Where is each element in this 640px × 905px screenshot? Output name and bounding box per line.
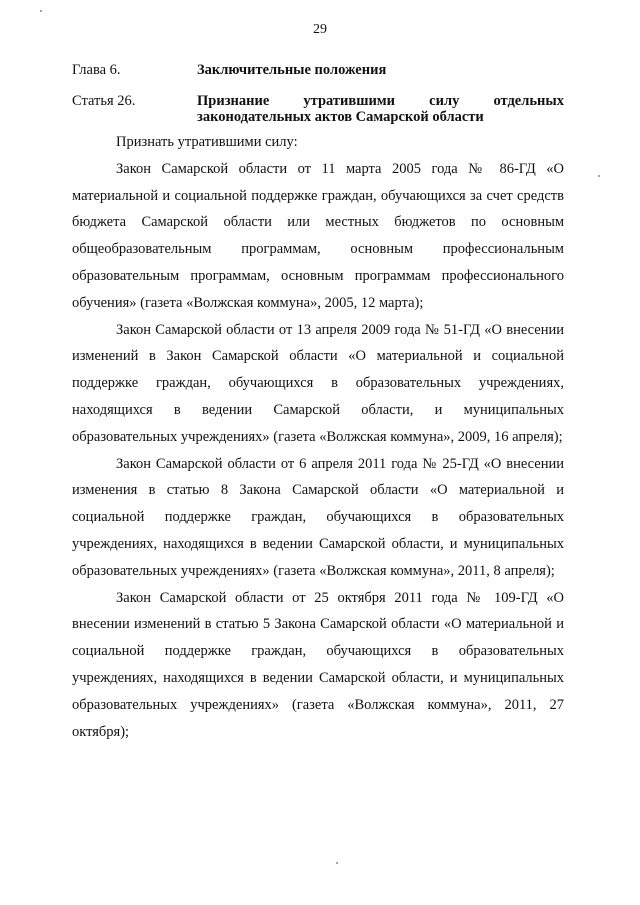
repealed-law-paragraph: Закон Самарской области от 13 апреля 2009 года № 51-ГД «О внесении изменений в Закон Самарской области «О материальной и социальной поддержке граждан, обучающихся в образовательных учреждениях, находящихся в ведении Самарской области, и муниципальных образовательных учреждениях» (газета «Волжская коммуна», 2009, 16 апреля); bbox=[72, 321, 564, 445]
scan-speck bbox=[336, 862, 338, 864]
scan-speck bbox=[40, 10, 42, 12]
page-number: 29 bbox=[313, 22, 327, 37]
article-title-word: силу bbox=[429, 93, 460, 109]
article-title-line2: законодательных актов Самарской области bbox=[197, 109, 484, 125]
article-title-word: отдельных bbox=[493, 93, 564, 109]
document-body bbox=[72, 62, 564, 745]
article-title-word: Признание bbox=[197, 93, 270, 109]
repealed-law-paragraph: Закон Самарской области от 11 марта 2005 года № 86-ГД «О материальной и социальной поддержке граждан, обучающихся за счет средств бюджета Самарской области или местных бюджетов по основным общеобразовательным программам, основным профессиональным образовательным программам, основным программам профессионального обучения» (газета «Волжская коммуна», 2005, 12 марта); bbox=[72, 160, 564, 311]
article-heading bbox=[72, 93, 564, 125]
article-label: Статья 26. bbox=[72, 93, 136, 109]
repealed-law-paragraph: Закон Самарской области от 6 апреля 2011 года № 25-ГД «О внесении изменения в статью 8 Закона Самарской области «О материальной и социальной поддержке граждан, обучающихся в образовательных учреждениях, находящихся в ведении Самарской области, и муниципальных образовательных учреждениях» (газета «Волжская коммуна», 2011, 8 апреля); bbox=[72, 455, 564, 579]
scan-speck bbox=[598, 175, 600, 177]
chapter-title: Заключительные положения bbox=[197, 62, 387, 78]
article-title-line1 bbox=[197, 93, 564, 109]
article-title-word: утратившими bbox=[303, 93, 396, 109]
chapter-heading bbox=[72, 62, 564, 79]
intro-text: Признать утратившими силу: bbox=[116, 134, 298, 150]
repealed-law-paragraph: Закон Самарской области от 25 октября 2011 года № 109-ГД «О внесении изменений в статью 5 Закона Самарской области «О материальной и социальной поддержке граждан, обучающихся в образовательных учреждениях, находящихся в ведении Самарской области, и муниципальных образовательных учреждениях» (газета «Волжская коммуна», 2011, 27 октября); bbox=[72, 589, 564, 740]
article-title bbox=[197, 93, 564, 125]
chapter-label: Глава 6. bbox=[72, 62, 121, 78]
